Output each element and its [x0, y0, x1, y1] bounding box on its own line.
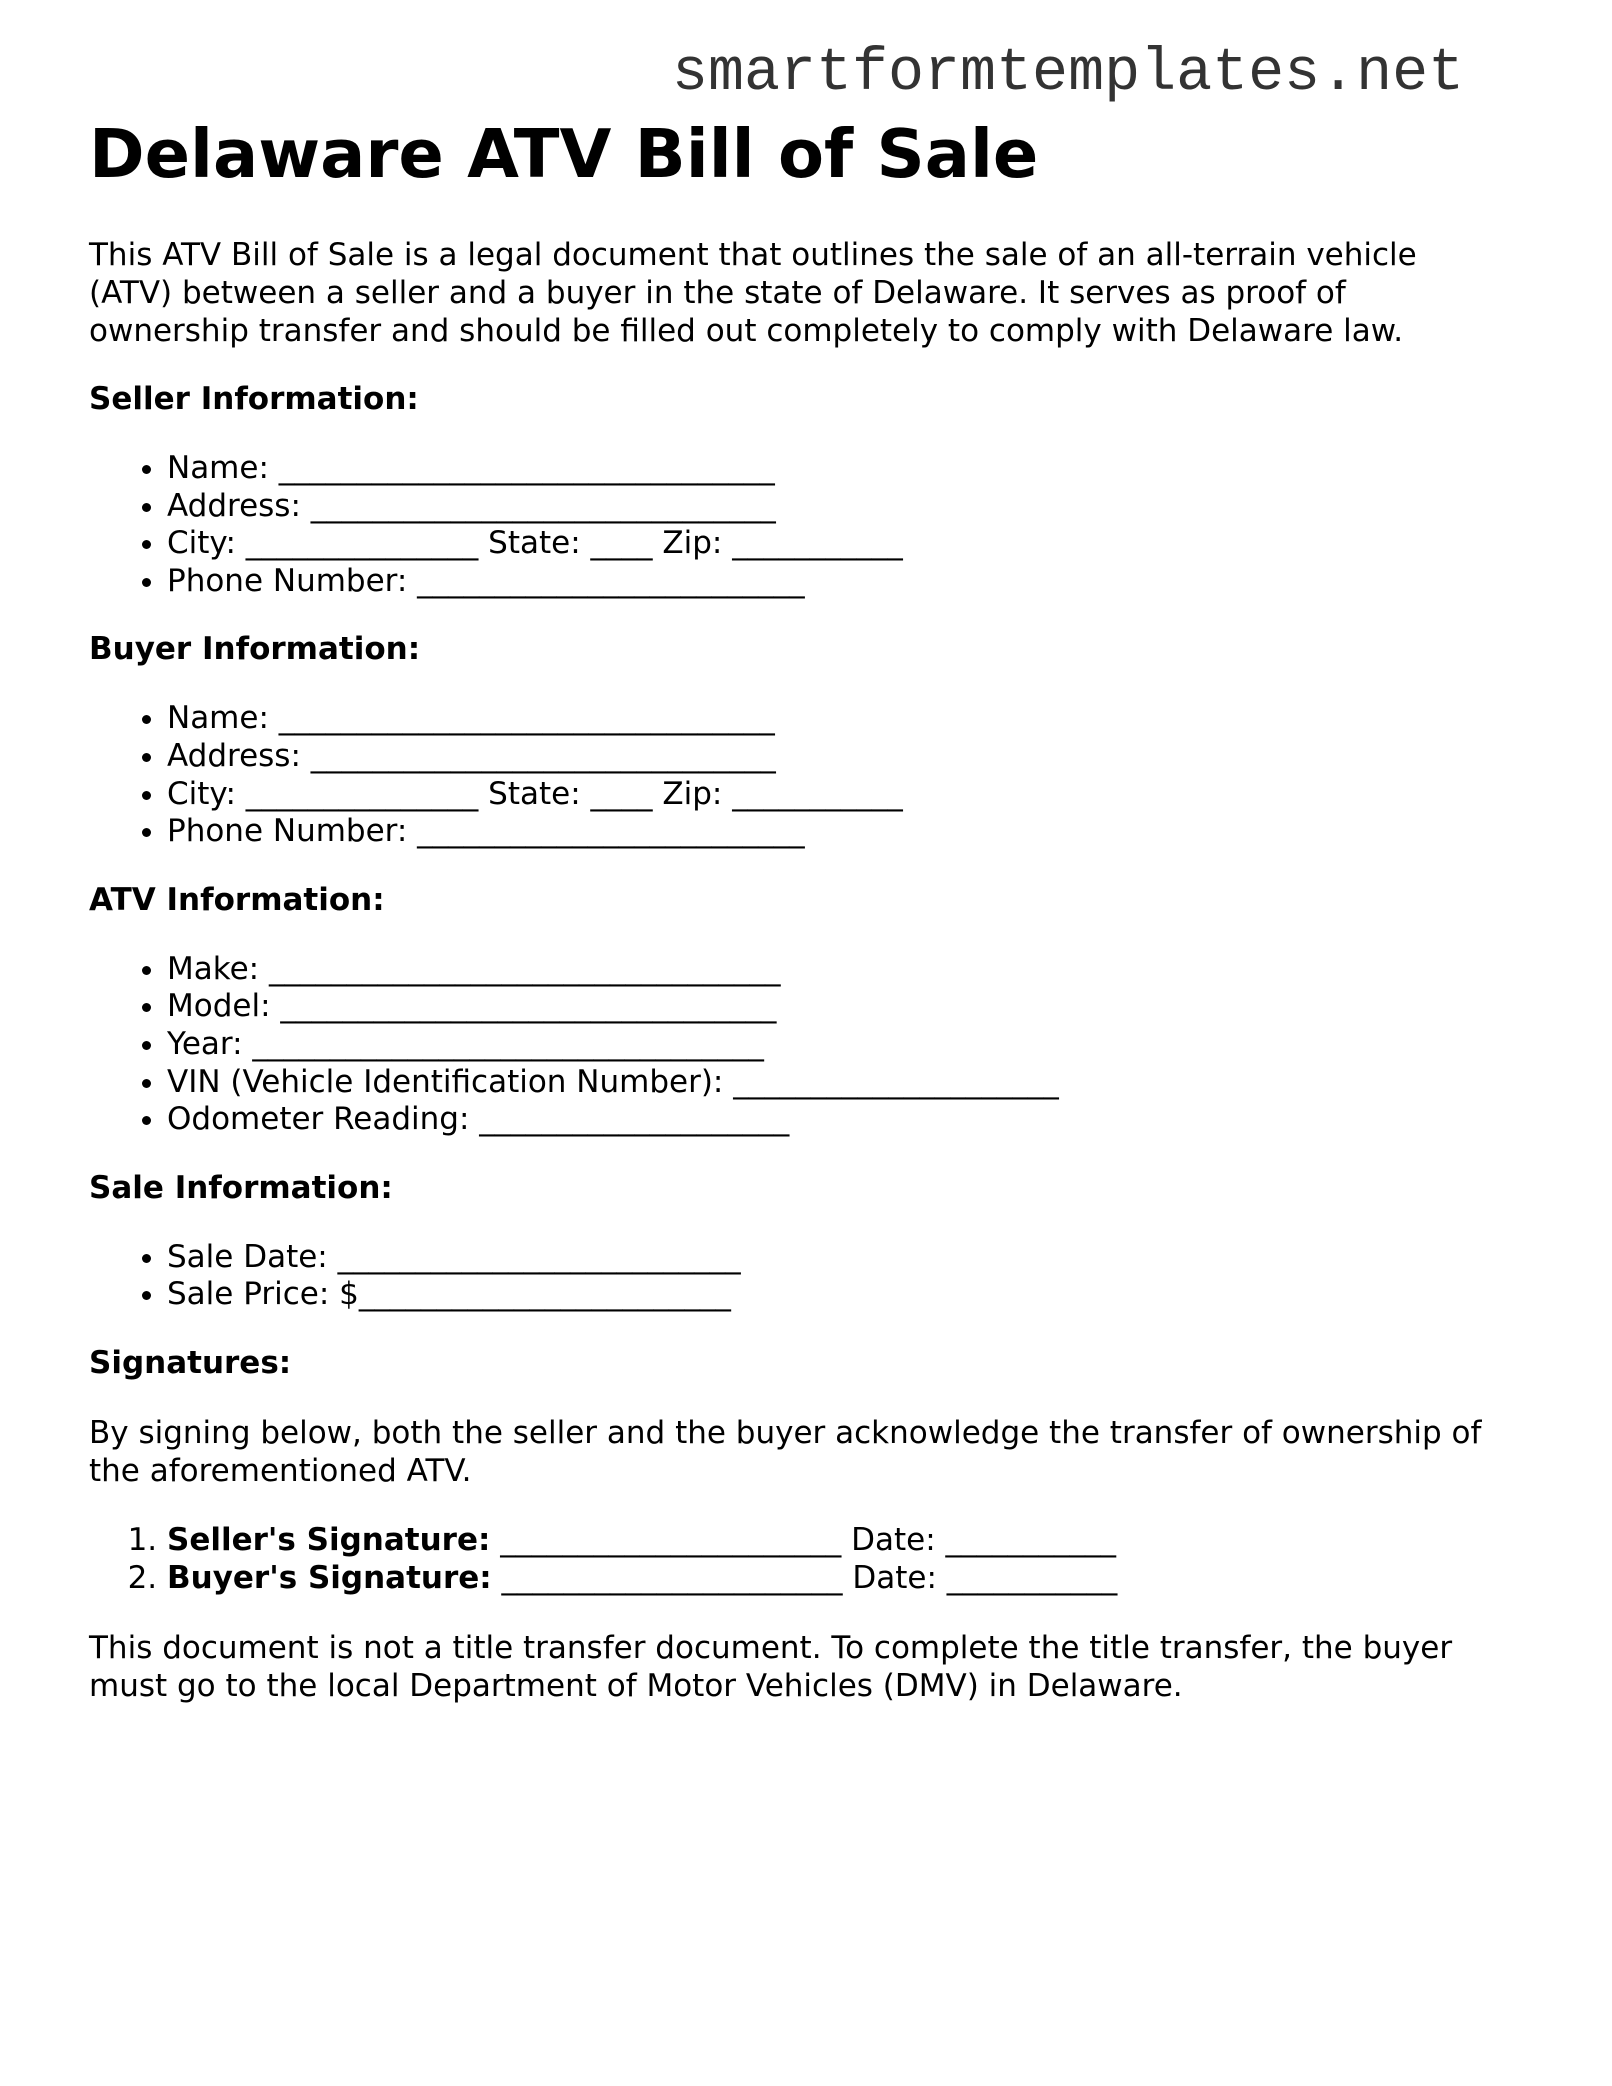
- seller-heading: Seller Information:: [89, 381, 419, 417]
- buyer-signature-label: Buyer's Signature:: [167, 1559, 492, 1596]
- atv-year-field[interactable]: • Year: _________________________________: [167, 1026, 1529, 1064]
- buyer-address-field[interactable]: • Address: ______________________________: [167, 738, 1529, 776]
- sale-fields: [89, 1239, 1529, 1314]
- buyer-fields: [89, 700, 1529, 850]
- seller-name-field[interactable]: • Name: ________________________________: [167, 450, 1529, 488]
- document-title: Delaware ATV Bill of Sale: [89, 115, 1039, 193]
- seller-address-field[interactable]: • Address: ______________________________: [167, 488, 1529, 526]
- buyer-signature-line[interactable]: [167, 1560, 1529, 1598]
- atv-fields: [89, 951, 1529, 1139]
- sale-heading: Sale Information:: [89, 1169, 393, 1206]
- seller-city-state-zip-field[interactable]: • City: _______________ State: ____ Zip: ___________: [167, 525, 1529, 563]
- signatures-intro: By signing below, both the seller and the buyer acknowledge the transfer of ownership of the aforementioned ATV.: [89, 1414, 1482, 1489]
- atv-odometer-field[interactable]: • Odometer Reading: ____________________: [167, 1101, 1529, 1139]
- buyer-signature-blank[interactable]: ______________________ Date: ___________: [491, 1559, 1118, 1596]
- seller-fields: [89, 450, 1529, 600]
- signatures-heading: Signatures:: [89, 1344, 292, 1381]
- document-page: [89, 112, 1529, 1705]
- watermark: smartformtemplates.net: [672, 40, 1465, 108]
- buyer-city-state-zip-field[interactable]: • City: _______________ State: ____ Zip: ___________: [167, 776, 1529, 814]
- seller-signature-line[interactable]: [167, 1522, 1529, 1560]
- atv-heading: ATV Information:: [89, 881, 385, 918]
- seller-signature-label: Seller's Signature:: [167, 1521, 491, 1558]
- intro-paragraph: This ATV Bill of Sale is a legal document that outlines the sale of an all-terrain vehicle (ATV) between a seller and a buyer in the state of Delaware. It serves as proof of ownership transfer and should be filled out completely to comply with Delaware law.: [89, 237, 1417, 349]
- sale-date-field[interactable]: • Sale Date: __________________________: [167, 1239, 1529, 1277]
- footer-note: This document is not a title transfer document. To complete the title transfer, the buyer must go to the local Department of Motor Vehicles (DMV) in Delaware.: [89, 1630, 1453, 1705]
- buyer-heading: Buyer Information:: [89, 631, 421, 668]
- seller-phone-field[interactable]: • Phone Number: _________________________: [167, 563, 1529, 601]
- atv-vin-field[interactable]: • VIN (Vehicle Identification Number): _____________________: [167, 1064, 1529, 1102]
- sale-price-field[interactable]: • Sale Price: $________________________: [167, 1276, 1529, 1314]
- atv-make-field[interactable]: • Make: _________________________________: [167, 951, 1529, 989]
- seller-signature-blank[interactable]: ______________________ Date: ___________: [490, 1521, 1116, 1558]
- buyer-name-field[interactable]: • Name: ________________________________: [167, 700, 1529, 738]
- buyer-phone-field[interactable]: • Phone Number: _________________________: [167, 813, 1529, 851]
- atv-model-field[interactable]: • Model: ________________________________: [167, 988, 1529, 1026]
- signature-lines: [89, 1522, 1529, 1597]
